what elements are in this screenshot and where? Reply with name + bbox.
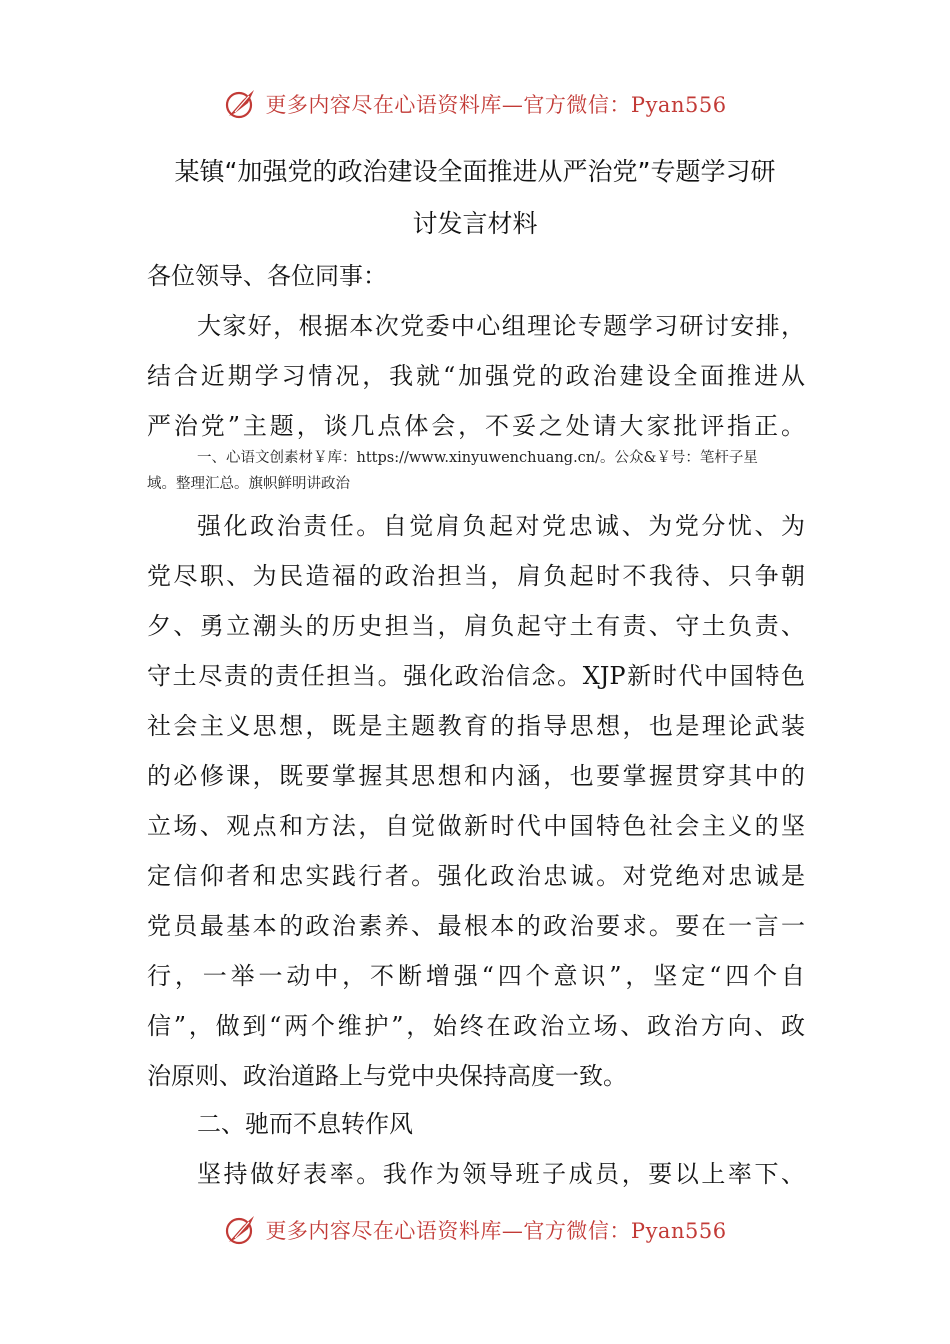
section1-line: 夕、勇立潮头的历史担当，肩负起守土有责、守土负责、 xyxy=(147,612,805,640)
section2-heading: 二、驰而不息转作风 xyxy=(197,1110,413,1138)
document-title-line-1: 某镇“加强党的政治建设全面推进从严治党”专题学习研 xyxy=(174,157,776,186)
section1-line: 治原则、政治道路上与党中央保持高度一致。 xyxy=(147,1062,627,1090)
section1-line: 的必修课，既要掌握其思想和内涵，也要掌握贯穿其中的 xyxy=(147,762,805,790)
section1-line: 党尽职、为民造福的政治担当，肩负起时不我待、只争朝 xyxy=(147,562,805,590)
section1-line: 信”，做到“两个维护”，始终在政治立场、政治方向、政 xyxy=(147,1012,805,1040)
section1-line: 行，一举一动中，不断增强“四个意识”，坚定“四个自 xyxy=(147,962,805,990)
section1-line: 守土尽责的责任担当。强化政治信念。XJP新时代中国特色 xyxy=(147,662,805,690)
small-note-line: 一、心语文创素材￥库：https://www.xinyuwenchuang.cn/。公众&￥号：笔杆子星 xyxy=(197,450,758,466)
section1-line: 立场、观点和方法，自觉做新时代中国特色社会主义的坚 xyxy=(147,812,805,840)
footer-banner xyxy=(0,1208,950,1252)
header-banner xyxy=(0,82,950,126)
small-note-line: 域。整理汇总。旗帜鲜明讲政治 xyxy=(147,476,350,492)
banner-text: 更多内容尽在心语资料库—官方微信：Pyan556 xyxy=(265,1219,727,1243)
salutation: 各位领导、各位同事： xyxy=(147,262,387,290)
document-title-line-2: 讨发言材料 xyxy=(412,209,538,238)
intro-line: 大家好，根据本次党委中心组理论专题学习研讨安排， xyxy=(197,312,805,340)
quill-circle-icon xyxy=(223,86,259,122)
intro-line: 严治党”主题，谈几点体会，不妥之处请大家批评指正。 xyxy=(147,412,805,440)
intro-line: 结合近期学习情况，我就“加强党的政治建设全面推进从 xyxy=(147,362,805,390)
section2-line: 坚持做好表率。我作为领导班子成员，要以上率下、 xyxy=(197,1160,805,1188)
section1-line: 定信仰者和忠实践行者。强化政治忠诚。对党绝对忠诚是 xyxy=(147,862,805,890)
quill-circle-icon xyxy=(223,1212,259,1248)
banner-text: 更多内容尽在心语资料库—官方微信：Pyan556 xyxy=(265,93,727,117)
section1-line: 社会主义思想，既是主题教育的指导思想，也是理论武装 xyxy=(147,712,805,740)
section1-line: 强化政治责任。自觉肩负起对党忠诚、为党分忧、为 xyxy=(197,512,805,540)
section1-line: 党员最基本的政治素养、最根本的政治要求。要在一言一 xyxy=(147,912,805,940)
